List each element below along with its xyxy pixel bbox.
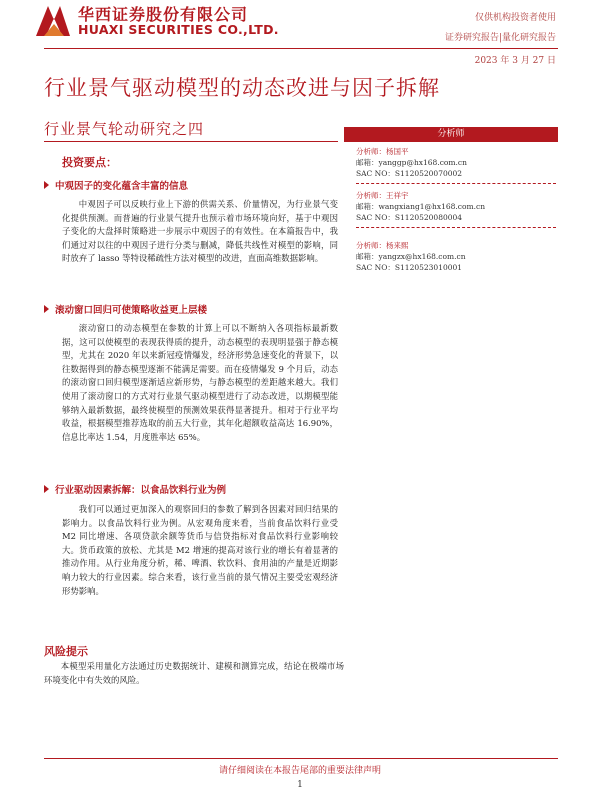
logo-chinese-name: 华西证券股份有限公司 — [78, 5, 249, 24]
section-heading-text: 中观因子的变化蕴含丰富的信息 — [55, 181, 189, 192]
analyst-divider — [356, 227, 556, 228]
key-points-label: 投资要点： — [62, 156, 117, 169]
analyst-name: 分析师：杨来熙 — [356, 241, 409, 250]
report-subtitle: 行业景气轮动研究之四 — [44, 120, 205, 138]
audience-note: 仅供机构投资者使用 — [474, 13, 556, 23]
footer-divider — [44, 758, 558, 759]
analyst-card — [356, 240, 556, 273]
analyst-panel-heading: 分析师 — [344, 127, 558, 142]
analyst-sac: SAC NO：S1120520070002 — [356, 169, 463, 178]
risk-title: 风险提示 — [44, 645, 88, 658]
huaxi-logo-icon — [34, 2, 72, 40]
analyst-card — [356, 190, 556, 228]
section-heading — [44, 482, 344, 496]
section-body: 滚动窗口的动态模型在参数的计算上可以不断纳入各项指标最新数据，这可以使模型的表现获得质的提升，动态模型的表现明显强于静态模型，尤其在 2020 年以来新冠疫情爆发，经济形势急速变化的背景下，以往数据得到的静态模型逐渐不能满足需要。而在疫情爆发 9 个月后，动态的滚动窗口回归模型逐渐适应新形势，与静态模型的差距越来越大。我们使用了滚动窗口的方式对行业景气驱动模型进行了动态改进，以期模型能够纳入最新数据，最终使模型的预测效果获得显著提升。相对于行业平均收益，根据模型推荐选取的前五大行业，其年化超额收益高达 16.90%，信息比率达 1.54，月度胜率达 65%。 — [62, 323, 338, 442]
page-number: 1 — [297, 780, 303, 790]
analyst-email[interactable]: 邮箱：wangxiang1@hx168.com.cn — [356, 202, 486, 211]
report-category: 证券研究报告|量化研究报告 — [444, 33, 556, 43]
legal-notice[interactable]: 请仔细阅读在本报告尾部的重要法律声明 — [218, 766, 381, 776]
analyst-email[interactable]: 邮箱：yanggp@hx168.com.cn — [356, 158, 467, 167]
subtitle-divider — [44, 141, 338, 142]
report-date: 2023 年 3 月 27 日 — [474, 56, 556, 66]
section-heading — [44, 178, 344, 192]
section-heading-text: 滚动窗口回归可使策略收益更上层楼 — [55, 305, 208, 316]
section-heading — [44, 302, 344, 316]
triangle-bullet-icon — [44, 305, 49, 313]
risk-body: 本模型采用量化方法通过历史数据统计、建模和测算完成，结论在极端市场环境变化中有失效的风险。 — [44, 661, 344, 685]
section-body: 我们可以通过更加深入的观察回归的参数了解到各因素对回归结果的影响力。以食品饮料行业为例。从宏观角度来看，当前食品饮料行业受 M2 同比增速、各项贷款余额等货币与信贷指标对食品饮料行业影响较大。货币政策的放松、尤其是 M2 增速的提高对该行业的增长有着显著的推动作用。从行业角度分析，稀、啤酒、软饮料、食用油的产量是近期影响力较大的行业因素。综合来看，该行业当前的景气情况主要受宏观经济形势影响。 — [62, 504, 338, 596]
analyst-name: 分析师：杨国平 — [356, 147, 409, 156]
analyst-sac: SAC NO：S1120520080004 — [356, 213, 463, 222]
analyst-card — [356, 146, 556, 184]
triangle-bullet-icon — [44, 485, 49, 493]
company-logo — [34, 2, 279, 40]
section-heading-text: 行业驱动因素拆解：以食品饮料行业为例 — [55, 485, 227, 496]
triangle-bullet-icon — [44, 181, 49, 189]
analyst-email[interactable]: 邮箱：yangzx@hx168.com.cn — [356, 252, 466, 261]
report-title: 行业景气驱动模型的动态改进与因子拆解 — [44, 76, 440, 100]
logo-english-name: HUAXI SECURITIES CO.,LTD. — [78, 22, 279, 37]
analyst-sac: SAC NO：S1120523010001 — [356, 263, 463, 272]
header-divider — [44, 48, 558, 49]
analyst-divider — [356, 183, 556, 184]
analyst-name: 分析师：王祥宇 — [356, 191, 409, 200]
section-body: 中观因子可以反映行业上下游的供需关系、价量情况，为行业景气变化提供预测。而普遍的行业景气提升也预示着市场环境向好，基于中观因子变化的大盘择时策略进一步展示中观因子的有效性。在本篇报告中，我们通过对以往的中观因子进行分类与删减，降低共线性对模型的影响，同时放弃了 lasso 等特设稀疏性方法对模型的改进，直面高维数据影响。 — [62, 199, 338, 264]
